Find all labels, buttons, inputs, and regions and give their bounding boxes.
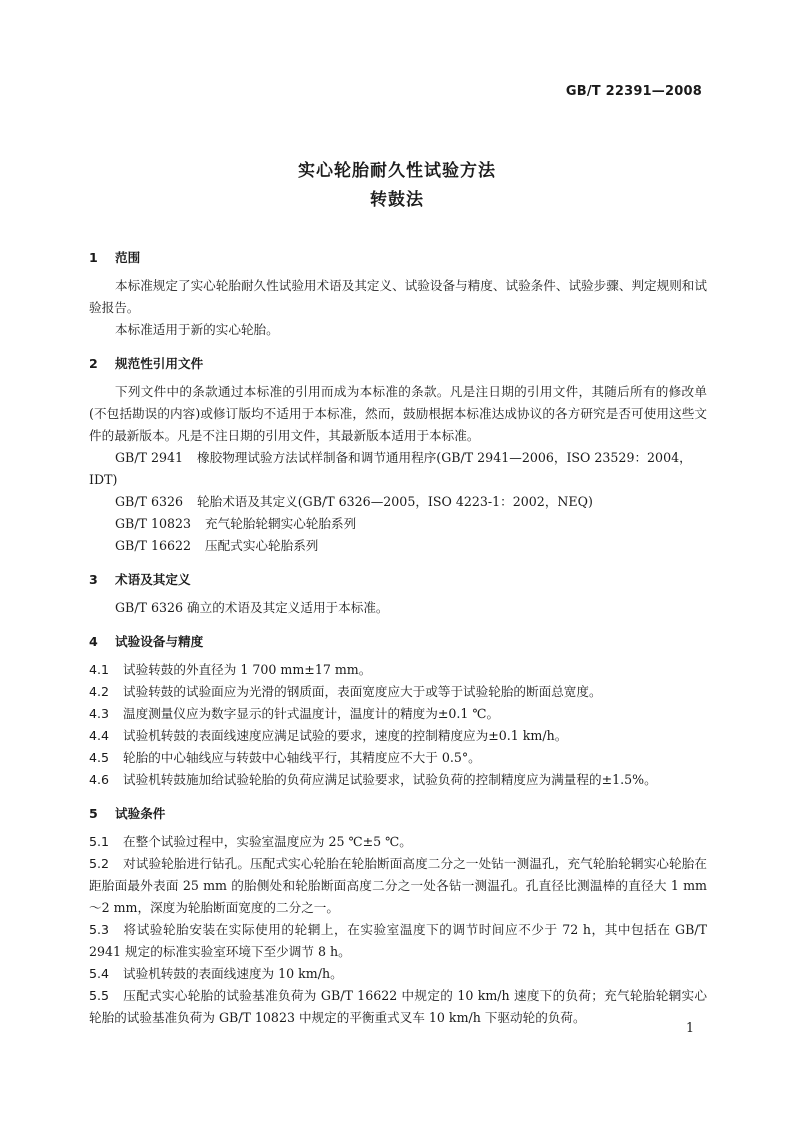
page-number: 1 (685, 1020, 694, 1035)
paragraph: 下列文件中的条款通过本标准的引用而成为本标准的条款。凡是注日期的引用文件，其随后所有的修改单(不包括勘误的内容)或修订版均不适用于本标准，然而，鼓励根据本标准达成协议的各方研究是否可使用这些文件的最新版本。凡是不注日期的引用文件，其最新版本适用于本标准。 (89, 384, 707, 443)
clause-text: 试验机转鼓的表面线速度应满足试验的要求，速度的控制精度应为±0.1 km/h。 (123, 728, 568, 743)
clause-item (89, 659, 707, 681)
clause-number: 4.4 (89, 728, 110, 743)
reference-title: 橡胶物理试验方法试样制备和调节通用程序(GB/T 2941—2006，ISO 23529：2004，IDT) (89, 450, 692, 487)
standard-code: GB/T 22391—2008 (565, 84, 702, 99)
clause-item (89, 725, 707, 747)
clause-text: 将试验轮胎安装在实际使用的轮辋上，在实验室温度下的调节时间应不少于 72 h，其中包括在 GB/T 2941 规定的标准实验室环境下至少调节 8 h。 (89, 922, 707, 959)
clause-number: 5.2 (89, 856, 110, 871)
reference-code: GB/T 16622 (115, 538, 192, 553)
paragraph: 本标准规定了实心轮胎耐久性试验用术语及其定义、试验设备与精度、试验条件、试验步骤、判定规则和试验报告。 (89, 278, 707, 315)
reference-item (89, 491, 707, 513)
reference-code: GB/T 2941 (115, 450, 184, 465)
reference-title: 轮胎术语及其定义(GB/T 6326—2005，ISO 4223-1：2002，NEQ) (197, 494, 593, 509)
paragraph: 本标准适用于新的实心轮胎。 (115, 322, 279, 337)
document-subtitle: 转鼓法 (370, 190, 424, 210)
document-body (89, 247, 707, 1029)
paragraph: GB/T 6326 确立的术语及其定义适用于本标准。 (115, 600, 389, 615)
document-title: 实心轮胎耐久性试验方法 (298, 161, 496, 181)
clause-number: 5.5 (89, 988, 110, 1003)
section-heading-normative-references (89, 353, 707, 375)
clause-text: 试验机转鼓施加给试验轮胎的负荷应满足试验要求，试验负荷的控制精度应为满量程的±1.5%。 (123, 772, 657, 787)
clause-number: 4.2 (89, 684, 110, 699)
reference-item (89, 447, 707, 491)
clause-number: 4.5 (89, 750, 110, 765)
section-number: 4 (89, 634, 98, 649)
clause-text: 温度测量仪应为数字显示的针式温度计，温度计的精度为±0.1 ℃。 (123, 706, 500, 721)
clause-number: 5.4 (89, 966, 110, 981)
clause-item (89, 985, 707, 1029)
reference-code: GB/T 10823 (115, 516, 192, 531)
clause-number: 5.3 (89, 922, 110, 937)
section-title: 试验条件 (115, 806, 166, 821)
clause-text: 试验机转鼓的表面线速度为 10 km/h。 (123, 966, 343, 981)
section-title: 试验设备与精度 (115, 634, 204, 649)
clause-text: 在整个试验过程中，实验室温度应为 25 ℃±5 ℃。 (123, 834, 412, 849)
clause-item (89, 831, 707, 853)
clause-text: 对试验轮胎进行钻孔。压配式实心轮胎在轮胎断面高度二分之一处钻一测温孔，充气轮胎轮辋实心轮胎在距胎面最外表面 25 mm 的胎侧处和轮胎断面高度二分之一处各钻一测温孔。孔直径比测温棒的直径大 1 mm～2 mm，深度为轮胎断面宽度的二分之一。 (89, 856, 707, 915)
reference-code: GB/T 6326 (115, 494, 184, 509)
clause-item (89, 853, 707, 919)
section-number: 1 (89, 250, 98, 265)
section-heading-scope (89, 247, 707, 269)
section-number: 5 (89, 806, 98, 821)
clause-number: 4.1 (89, 662, 110, 677)
section-number: 3 (89, 572, 98, 587)
clause-item (89, 963, 707, 985)
clause-number: 5.1 (89, 834, 110, 849)
clause-item (89, 919, 707, 963)
section-title: 范围 (115, 250, 141, 265)
section-number: 2 (89, 356, 98, 371)
clause-text: 试验转鼓的试验面应为光滑的钢质面，表面宽度应大于或等于试验轮胎的断面总宽度。 (123, 684, 602, 699)
clause-text: 试验转鼓的外直径为 1 700 mm±17 mm。 (123, 662, 372, 677)
section-heading-equipment (89, 631, 707, 653)
section-title: 规范性引用文件 (115, 356, 204, 371)
reference-title: 压配式实心轮胎系列 (205, 538, 319, 553)
clause-text: 压配式实心轮胎的试验基准负荷为 GB/T 16622 中规定的 10 km/h 速度下的负荷；充气轮胎轮辋实心轮胎的试验基准负荷为 GB/T 10823 中规定的平衡重式叉车 10 km/h 下驱动轮的负荷。 (89, 988, 707, 1025)
clause-item (89, 769, 707, 791)
clause-item (89, 703, 707, 725)
clause-number: 4.6 (89, 772, 110, 787)
clause-text: 轮胎的中心轴线应与转鼓中心轴线平行，其精度应不大于 0.5°。 (123, 750, 481, 765)
clause-item (89, 747, 707, 769)
reference-item (89, 535, 707, 557)
clause-number: 4.3 (89, 706, 110, 721)
reference-title: 充气轮胎轮辋实心轮胎系列 (205, 516, 357, 531)
section-heading-test-conditions (89, 803, 707, 825)
reference-item (89, 513, 707, 535)
section-title: 术语及其定义 (115, 572, 191, 587)
section-heading-terms (89, 569, 707, 591)
clause-item (89, 681, 707, 703)
